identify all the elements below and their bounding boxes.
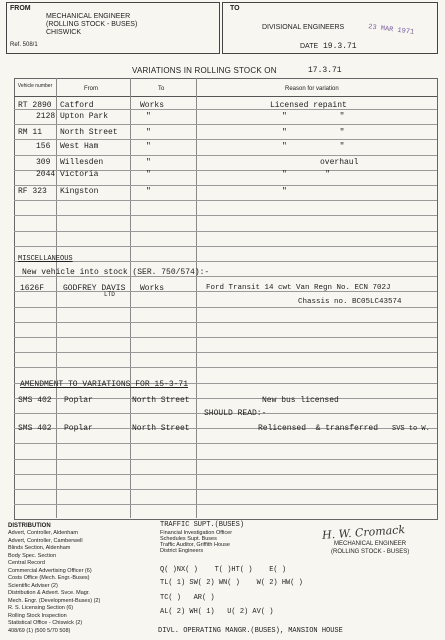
distribution-item: Mech. Engr. (Development-Buses) (2) xyxy=(8,597,101,604)
distribution-item: Rolling Stock Inspection xyxy=(8,612,67,619)
distribution-item: Distribution & Advert. Svce. Magr. xyxy=(8,590,90,596)
footer-divisional: DIVL. OPERATING MANGR.(BUSES), MANSION HOUSE xyxy=(158,627,343,635)
table-row-to: " xyxy=(146,128,151,137)
traffic-item: Traffic Auditor, Griffith House xyxy=(160,542,230,548)
distribution-item: Statistical Office - Chiswick (2) xyxy=(8,620,83,626)
from-line-2: (ROLLING STOCK - BUSES) xyxy=(46,21,138,28)
table-row-to: Works xyxy=(140,101,165,110)
distribution-item: 408/69 (1) (500 5/70 508) xyxy=(8,627,71,634)
table-row-from: Catford xyxy=(60,101,94,110)
col-header-to: To xyxy=(158,86,165,92)
signature-title-2: (ROLLING STOCK - BUSES) xyxy=(331,549,410,555)
table-row-fleet: 2044 xyxy=(36,170,56,179)
ref-number: Ref. 508/1 xyxy=(10,42,38,48)
table-row-fleet: RF 323 xyxy=(18,187,47,196)
table-row-reason: " " xyxy=(282,170,331,179)
col-divider-2 xyxy=(130,78,131,518)
table-row-from: North Street xyxy=(60,128,118,137)
misc-from-suffix: LTD xyxy=(104,291,115,298)
ruled-line xyxy=(14,215,437,216)
signature-title-1: MECHANICAL ENGINEER xyxy=(334,541,407,547)
table-row-to: " xyxy=(146,158,151,167)
traffic-item: Financial Investigation Officer xyxy=(160,530,233,536)
should-read: SHOULD READ:- xyxy=(204,409,267,418)
ruled-line xyxy=(14,139,437,140)
table-row-fleet: 2128 xyxy=(36,112,56,121)
distribution-heading: DISTRIBUTION xyxy=(8,523,51,529)
table-row-reason: " xyxy=(282,187,287,196)
from-label: FROM xyxy=(10,5,31,12)
distribution-item: Scientific Adviser (2) xyxy=(8,582,58,589)
distribution-item: Advert, Controller, Aldenham xyxy=(8,530,79,536)
table-row-from: Victoria xyxy=(60,170,99,179)
table-row-from: Upton Park xyxy=(60,112,109,121)
header-rule xyxy=(14,96,437,97)
table-row-reason: " " xyxy=(282,128,345,137)
signature: H. W. Cromack xyxy=(321,523,406,542)
depot-codes-line: TC( ) AR( ) xyxy=(160,594,215,602)
ruled-line xyxy=(14,337,437,338)
ruled-line xyxy=(14,459,437,460)
table-row-from: Willesden xyxy=(60,158,104,167)
misc-fleet: 1626F xyxy=(20,284,45,293)
table-row-to: " xyxy=(146,170,151,179)
amendment-extra: SVS to W. xyxy=(392,425,430,433)
ruled-line xyxy=(14,504,437,505)
from-line-1: MECHANICAL ENGINEER xyxy=(46,13,131,20)
ruled-line xyxy=(14,124,437,125)
amendment-fleet: SMS 402 xyxy=(18,424,52,433)
traffic-item: Schedules Supt. Buses xyxy=(160,536,217,542)
table-row-fleet: RT 2890 xyxy=(18,101,52,110)
depot-codes-line: AL( 2) WH( 1) U( 2) AV( ) xyxy=(160,608,274,616)
misc-chassis: Chassis no. BC05LC43574 xyxy=(298,298,402,306)
table-row-reason: " " xyxy=(282,112,345,121)
ruled-line xyxy=(14,155,437,156)
amendment-to: North Street xyxy=(132,424,190,433)
traffic-heading: TRAFFIC SUPT.(BUSES) xyxy=(160,521,245,529)
distribution-item: Costs Office (Mech. Engr.-Buses) xyxy=(8,575,90,581)
amendment-to: North Street xyxy=(132,396,190,405)
col-header-from: From xyxy=(84,86,98,92)
misc-reason: Ford Transit 14 cwt Van Regn No. ECN 702J xyxy=(206,284,391,292)
to-value: DIVISIONAL ENGINEERS xyxy=(262,24,345,31)
misc-new-vehicle: New vehicle into stock (SER. 750/574):- xyxy=(22,268,210,277)
table-row-reason: Licensed repaint xyxy=(270,101,347,110)
table-row-fleet: 156 xyxy=(36,142,51,151)
ruled-line xyxy=(14,367,437,368)
amendment-fleet: SMS 402 xyxy=(18,396,52,405)
ruled-line xyxy=(14,443,437,444)
col-header-vehicle: Vehicle number xyxy=(17,83,53,89)
misc-heading: MISCELLANEOUS xyxy=(18,255,73,263)
misc-from: GODFREY DAVIS xyxy=(63,284,126,293)
ruled-line xyxy=(14,474,437,475)
col-divider-1 xyxy=(56,78,57,518)
ruled-line xyxy=(14,185,437,186)
ruled-line xyxy=(14,261,437,262)
date-label: DATE xyxy=(300,43,319,50)
page-title: VARIATIONS IN ROLLING STOCK ON xyxy=(132,66,277,75)
amendment-from: Poplar xyxy=(64,396,93,405)
table-row-from: Kingston xyxy=(60,187,99,196)
ruled-line xyxy=(14,322,437,323)
misc-to: Works xyxy=(140,284,165,293)
distribution-item: R. S. Licensing Section (6) xyxy=(8,605,74,611)
distribution-item: Central Record xyxy=(8,560,45,566)
depot-codes-line: Q( )NX( ) T( )HT( ) E( ) xyxy=(160,566,287,574)
col-divider-3 xyxy=(196,78,197,518)
from-line-3: CHISWICK xyxy=(46,29,81,36)
distribution-item: Body Spec. Section xyxy=(8,552,57,559)
to-label: TO xyxy=(230,5,240,12)
amendment-heading: AMENDMENT TO VARIATIONS FOR 15-3-71 xyxy=(20,380,189,389)
table-row-reason: " " xyxy=(282,142,345,151)
ruled-line xyxy=(14,231,437,232)
ruled-line xyxy=(14,352,437,353)
distribution-item: Advert, Controller, Camberwell xyxy=(8,537,83,544)
date-value: 19.3.71 xyxy=(323,42,357,51)
table-row-reason: overhaul xyxy=(320,158,359,167)
distribution-item: Blinds Section, Aldenham xyxy=(8,545,71,551)
ruled-line xyxy=(14,246,437,247)
ruled-line xyxy=(14,489,437,490)
ruled-line xyxy=(14,307,437,308)
depot-codes-line: TL( 1) SW( 2) WN( ) W( 2) HW( ) xyxy=(160,579,303,587)
received-stamp: 23 MAR 1971 xyxy=(367,23,415,37)
table-row-from: West Ham xyxy=(60,142,99,151)
amendment-reason: New bus licensed xyxy=(262,396,339,405)
table-row-fleet: 309 xyxy=(36,158,51,167)
amendment-from: Poplar xyxy=(64,424,93,433)
table-row-to: " xyxy=(146,187,151,196)
amendment-reason: Relicensed & transferred xyxy=(258,424,379,433)
distribution-item: Commercial Advertising Officer (6) xyxy=(8,567,92,574)
col-header-reason: Reason for variation xyxy=(285,86,339,92)
ruled-line xyxy=(14,200,437,201)
traffic-item: District Engineers xyxy=(160,548,204,554)
table-row-fleet: RM 11 xyxy=(18,128,43,137)
table-row-to: " xyxy=(146,142,151,151)
title-date: 17.3.71 xyxy=(308,66,342,75)
table-row-to: " xyxy=(146,112,151,121)
